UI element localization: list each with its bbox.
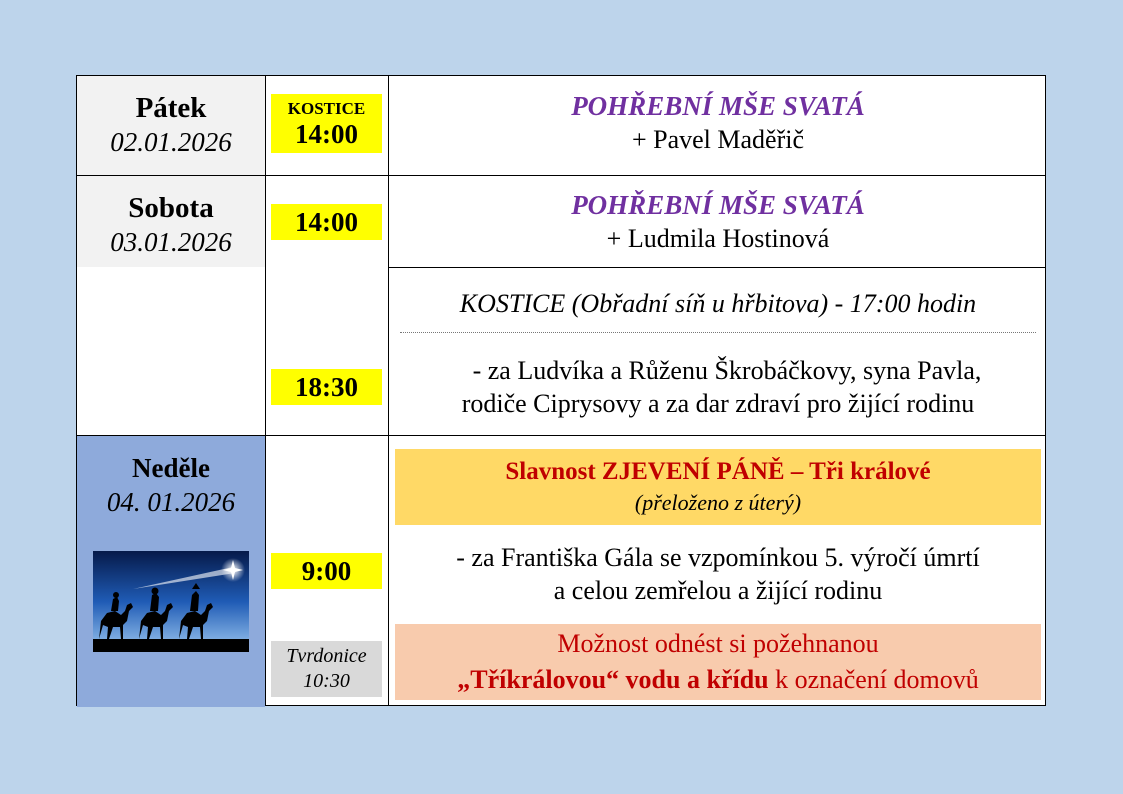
saturday-time-badge-1: 14:00 [271, 204, 382, 240]
notice-line: Možnost odnést si požehnanou [557, 629, 879, 658]
saturday-time-badge-2: 18:30 [271, 369, 382, 405]
row-divider [77, 175, 1045, 176]
other-place: Tvrdonice [286, 645, 367, 667]
intention-line: - za Ludvíka a Růženu Škrobáčkovy, syna Pavla, [472, 356, 982, 385]
row-divider [388, 267, 1045, 268]
time-value: 14:00 [295, 118, 358, 149]
feast-note: (přeloženo z úterý) [634, 490, 802, 515]
friday-event [389, 90, 1047, 156]
row-divider [77, 435, 1045, 436]
saturday-location: KOSTICE (Obřadní síň u hřbitova) - 17:00 hodin [459, 289, 977, 318]
day-date: 02.01.2026 [110, 127, 232, 157]
other-time: 10:30 [303, 670, 350, 692]
sunday-intention [389, 541, 1047, 607]
saturday-event-2 [389, 354, 1047, 420]
dotted-separator [400, 332, 1036, 333]
event-intention: + Pavel Maděřič [631, 125, 805, 154]
event-title: POHŘEBNÍ MŠE SVATÁ [571, 190, 865, 220]
day-date: 04. 01.2026 [106, 487, 236, 517]
notice-line [395, 662, 1041, 698]
day-name: Neděle [132, 453, 210, 483]
day-name: Sobota [128, 192, 214, 224]
intention-line: - za Františka Gála se vzpomínkou 5. výročí úmrtí [456, 543, 980, 572]
event-intention: + Ludmila Hostinová [606, 224, 830, 253]
tvrdonice-time-box [271, 641, 382, 697]
time-place: KOSTICE [287, 98, 366, 118]
friday-time-badge [271, 94, 382, 153]
intention-line: a celou zemřelou a žijící rodinu [553, 576, 883, 605]
schedule-table [76, 75, 1046, 706]
day-date: 03.01.2026 [110, 227, 232, 257]
notice-rest: k označení domovů [768, 665, 979, 694]
feast-title: Slavnost ZJEVENÍ PÁNĚ – Tři králové [505, 458, 931, 485]
intention-line: rodiče Ciprysovy a za dar zdraví pro žijící rodinu [461, 389, 975, 418]
event-title: POHŘEBNÍ MŠE SVATÁ [571, 91, 865, 121]
friday-day-cell [77, 91, 265, 159]
three-kings-camels-star-icon [93, 551, 249, 652]
sunday-day-cell [77, 451, 265, 519]
day-name: Pátek [135, 92, 207, 124]
notice-bold: „Tříkrálovou“ vodu a křídu [457, 665, 769, 694]
saturday-event-1 [389, 189, 1047, 255]
notice-banner [395, 624, 1041, 700]
sunday-time-badge: 9:00 [271, 553, 382, 589]
feast-banner [395, 449, 1041, 525]
saturday-day-cell [77, 191, 265, 259]
column-divider [265, 76, 266, 705]
